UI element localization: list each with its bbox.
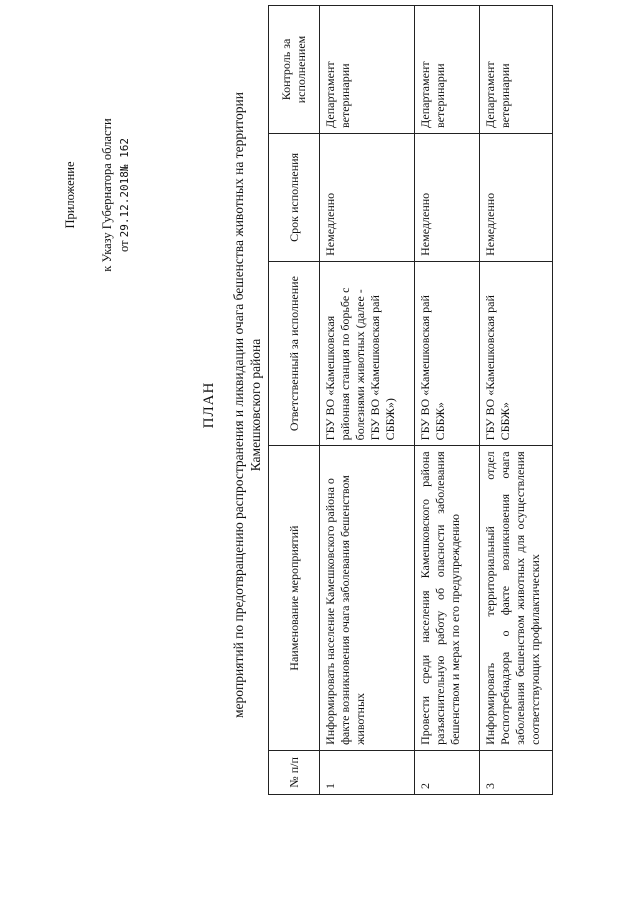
table-header-row bbox=[269, 6, 320, 795]
measures-table bbox=[268, 5, 553, 795]
cell-action: Провести среди населения Камешковского района разъяснительную работу об опасности заболевания бешенством и мерах по его предупреждению bbox=[415, 446, 480, 751]
plan-subtitle-line2: Камешковского района bbox=[248, 338, 264, 472]
cell-number: 2 bbox=[415, 750, 480, 794]
cell-number: 3 bbox=[480, 750, 553, 794]
table-row bbox=[480, 6, 553, 795]
cell-responsible: ГБУ ВО «Камешковская рай СББЖ» bbox=[415, 261, 480, 446]
cell-term: Немедленно bbox=[480, 133, 553, 261]
appendix-date-prefix: от bbox=[116, 240, 131, 253]
cell-term: Немедленно bbox=[320, 133, 415, 261]
cell-action: Информировать территориальный отдел Роспотребнадзора о факте возникновения очага заболевания бешенством животных для осуществления соответствующих профилактических bbox=[480, 446, 553, 751]
plan-subtitle-line1: мероприятий по предотвращению распространения и ликвидации очага бешенства животных на территории bbox=[230, 92, 246, 718]
cell-responsible: ГБУ ВО «Камешковская рай СББЖ» bbox=[480, 261, 553, 446]
cell-control: Департамент ветеринарии bbox=[415, 6, 480, 134]
cell-control: Департамент ветеринарии bbox=[320, 6, 415, 134]
header-number: № п/п bbox=[269, 750, 320, 794]
header-control: Контроль за исполнением bbox=[269, 6, 320, 134]
header-action: Наименование мероприятий bbox=[269, 446, 320, 751]
cell-control: Департамент ветеринарии bbox=[480, 6, 553, 134]
appendix-block bbox=[62, 105, 133, 285]
appendix-title: Приложение bbox=[63, 161, 77, 229]
cell-action: Информировать население Камешковского района о факте возникновения очага заболевания бешенством животных bbox=[320, 446, 415, 751]
table-row bbox=[415, 6, 480, 795]
header-responsible: Ответственный за исполнение bbox=[269, 261, 320, 446]
cell-term: Немедленно bbox=[415, 133, 480, 261]
table-row bbox=[320, 6, 415, 795]
appendix-decree: к Указу Губернатора области bbox=[99, 118, 114, 272]
plan-title: ПЛАН bbox=[201, 381, 217, 429]
cell-responsible: ГБУ ВО «Камешковская районная станция по борьбе с болезнями животных (далее - ГБУ ВО «Камешковская рай СББЖ») bbox=[320, 261, 415, 446]
document-heading bbox=[200, 25, 265, 785]
cell-number: 1 bbox=[320, 750, 415, 794]
appendix-date-number: 29.12.2018№ 162 bbox=[117, 137, 131, 238]
appendix-date-line bbox=[116, 105, 133, 285]
header-term: Срок исполнения bbox=[269, 133, 320, 261]
